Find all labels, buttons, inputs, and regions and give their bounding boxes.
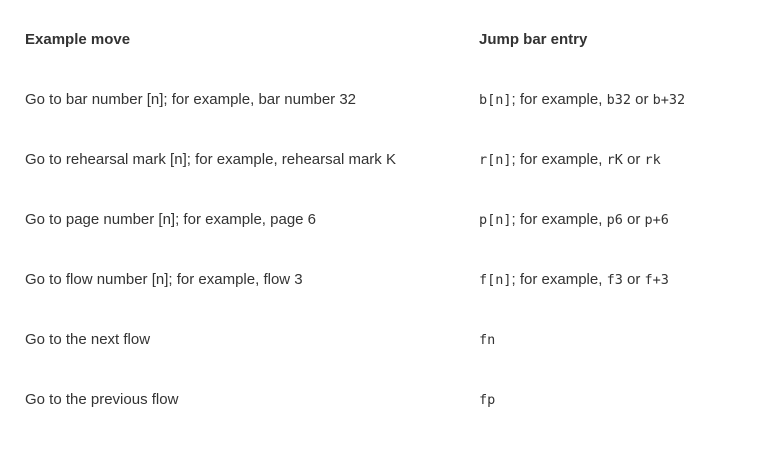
- header-example-move: Example move: [25, 31, 131, 48]
- move-cell: Go to the next flow: [25, 331, 151, 348]
- move-cell: Go to page number [n]; for example, page 6: [25, 211, 317, 228]
- entry-cell: [479, 150, 661, 170]
- entry-example-1: rK: [606, 152, 623, 168]
- entry-code: fn: [479, 332, 496, 348]
- entry-text: ; for example,: [511, 271, 607, 288]
- entry-code: p[n]: [479, 212, 512, 228]
- table-row: [0, 150, 766, 180]
- table-row: [0, 390, 766, 420]
- table-row: [0, 90, 766, 120]
- entry-text: ; for example,: [511, 91, 607, 108]
- entry-cell: [479, 90, 685, 110]
- entry-code: r[n]: [479, 152, 512, 168]
- entry-code: f[n]: [479, 272, 512, 288]
- move-cell: Go to rehearsal mark [n]; for example, rehearsal mark K: [25, 151, 396, 168]
- entry-cell: [479, 390, 495, 410]
- move-cell: Go to bar number [n]; for example, bar number 32: [25, 91, 357, 108]
- entry-example-1: b32: [606, 92, 631, 108]
- entry-example-1: p6: [606, 212, 623, 228]
- entry-or: or: [630, 91, 653, 108]
- entry-example-2: f+3: [644, 272, 669, 288]
- entry-or: or: [622, 271, 645, 288]
- move-cell: Go to the previous flow: [25, 391, 179, 408]
- move-cell: Go to flow number [n]; for example, flow 3: [25, 271, 303, 288]
- table-row: [0, 270, 766, 300]
- entry-cell: [479, 330, 495, 350]
- entry-example-2: p+6: [644, 212, 669, 228]
- header-jump-bar-entry: Jump bar entry: [479, 31, 588, 48]
- entry-text: ; for example,: [511, 151, 607, 168]
- entry-example-1: f3: [606, 272, 623, 288]
- entry-cell: [479, 270, 669, 290]
- table-row: [0, 330, 766, 360]
- entry-code: b[n]: [479, 92, 512, 108]
- entry-text: ; for example,: [511, 211, 607, 228]
- entry-example-2: b+32: [652, 92, 686, 108]
- table-row: [0, 210, 766, 240]
- entry-cell: [479, 210, 669, 230]
- entry-or: or: [622, 211, 645, 228]
- entry-example-2: rk: [644, 152, 661, 168]
- table-header-row: [0, 30, 766, 60]
- entry-code: fp: [479, 392, 496, 408]
- entry-or: or: [622, 151, 645, 168]
